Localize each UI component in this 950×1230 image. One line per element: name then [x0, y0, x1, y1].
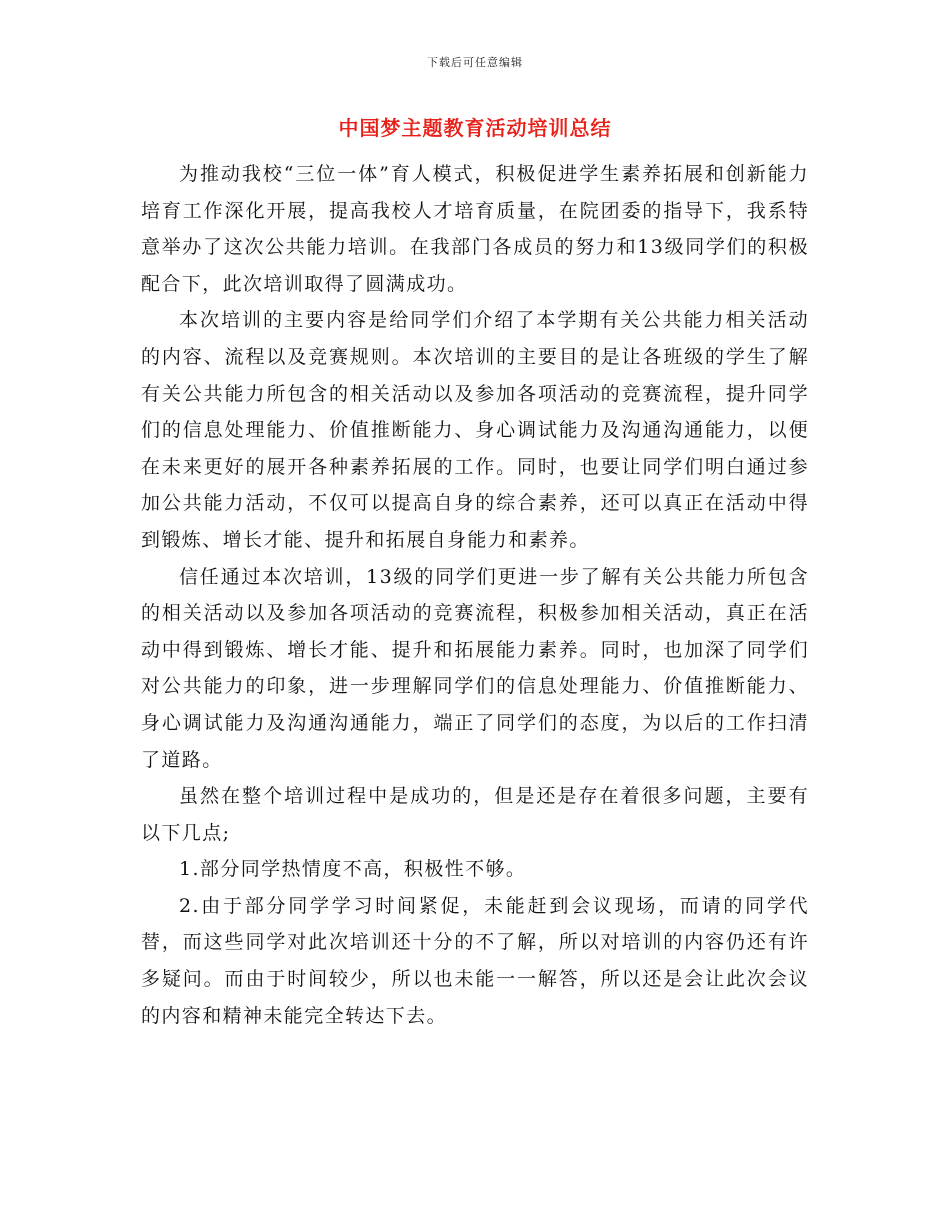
paragraph-point-1: 1.部分同学热情度不高，积极性不够。	[179, 858, 527, 881]
paragraph-intro: 为推动我校“三位一体”育人模式，积极促进学生素养拓展和创新能力培育工作深化开展，提高我校人才培育质量，在院团委的指导下，我系特意举办了这次公共能力培训。在我部门各成员的努力和13级同学们的积极配合下，此次培训取得了圆满成功。	[141, 163, 809, 295]
paragraph-results: 信任通过本次培训，13级的同学们更进一步了解有关公共能力所包含的相关活动以及参加各项活动的竞赛流程，积极参加相关活动，真正在活动中得到锻炼、增长才能、提升和拓展能力素养。同时，也加深了同学们对公共能力的印象，进一步理解同学们的信息处理能力、价值推断能力、身心调试能力及沟通沟通能力，端正了同学们的态度，为以后的工作扫清了道路。	[141, 565, 809, 771]
paragraph-point-2: 2.由于部分同学学习时间紧促，未能赶到会议现场，而请的同学代替，而这些同学对此次培训还十分的不了解，所以对培训的内容仍还有许多疑问。而由于时间较少，所以也未能一一解答，所以还是会让此次会议的内容和精神未能完全转达下去。	[141, 894, 809, 1027]
header-note: 下载后可任意编辑	[427, 56, 523, 69]
paragraph-content: 本次培训的主要内容是给同学们介绍了本学期有关公共能力相关活动的内容、流程以及竞赛规则。本次培训的主要目的是让各班级的学生了解有关公共能力所包含的相关活动以及参加各项活动的竞赛流程，提升同学们的信息处理能力、价值推断能力、身心调试能力及沟通沟通能力，以便在未来更好的展开各种素养拓展的工作。同时，也要让同学们明白通过参加公共能力活动，不仅可以提高自身的综合素养，还可以真正在活动中得到锻炼、增长才能、提升和拓展自身能力和素养。	[141, 309, 809, 551]
document-title: 中国梦主题教育活动培训总结	[338, 116, 612, 140]
paragraph-problems: 虽然在整个培训过程中是成功的，但是还是存在着很多问题，主要有以下几点;	[141, 785, 809, 844]
document-body	[141, 156, 809, 1034]
